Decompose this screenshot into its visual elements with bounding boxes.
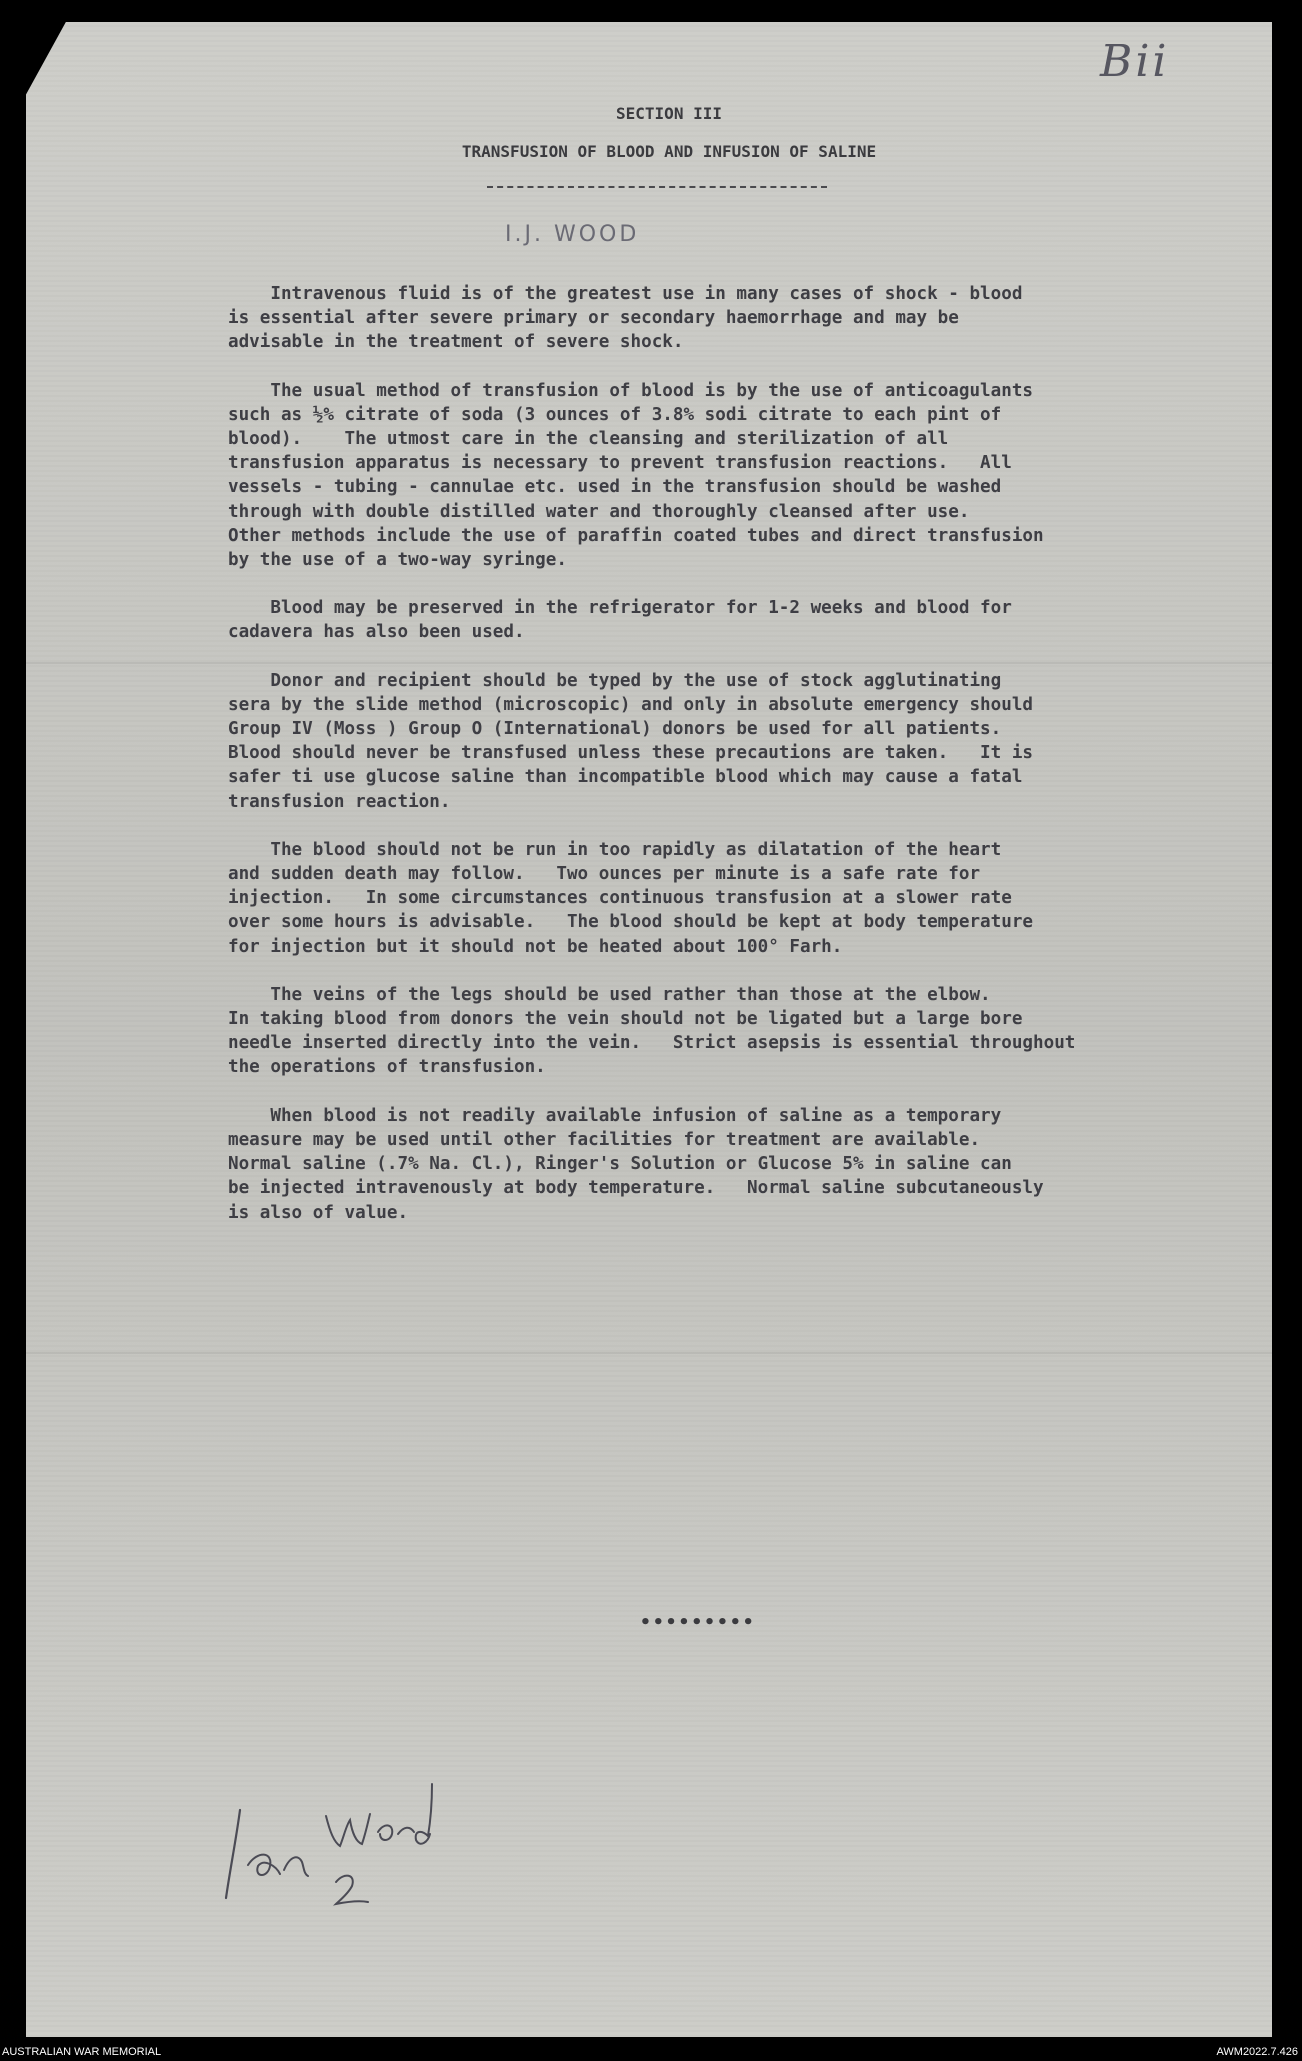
document-title: TRANSFUSION OF BLOOD AND INFUSION OF SALINE [461, 142, 877, 161]
paragraph: The usual method of transfusion of blood is by the use of anticoagulants such as ½% citrate of soda (3 ounces of 3.8% sodi citrate to each pint of blood). The utmost care in the cleansing and sterilization of all transfusion apparatus is necessary to prevent transfusion reactions. All vessels - tubing - cannulae etc. used in the transfusion should be washed through with double distilled water and thoroughly cleansed after use. Other methods include the use of paraffin coated tubes and direct transfusion by the use of a two-way syringe. [228, 380, 1044, 571]
section-heading: SECTION III [616, 104, 722, 123]
footer-credit: AUSTRALIAN WAR MEMORIAL [2, 2046, 162, 2058]
document-body [228, 282, 1238, 1249]
author-annotation: I.J. WOOD [505, 222, 640, 247]
paper-fold [26, 1352, 1272, 1354]
title-underline [487, 186, 827, 188]
corner-annotation: Bii [1100, 36, 1170, 87]
paragraph: Intravenous fluid is of the greatest use in many cases of shock - blood is essential after severe primary or secondary haemorrhage and may be advisable in the treatment of severe shock. [228, 284, 1023, 353]
end-mark: ••••••••• [640, 1612, 756, 1633]
paragraph: The blood should not be run in too rapidly as dilatation of the heart and sudden death may follow. Two ounces per minute is a safe rate for injection. In some circumstances continuous transfusion at a slower rate over some hours is advisable. The blood should be kept at body temperature for injection but it should not be heated about 100° Farh. [228, 839, 1034, 957]
paragraph: Donor and recipient should be typed by the use of stock agglutinating sera by the slide method (microscopic) and only in absolute emergency should Group IV (Moss ) Group O (International) donors be used for all patients. Blood should never be transfused unless these precautions are taken. It is safer ti use glucose saline than incompatible blood which may cause a fatal transfusion reaction. [228, 670, 1034, 812]
handwritten-signature [218, 1770, 448, 1920]
paragraph: Blood may be preserved in the refrigerator for 1-2 weeks and blood for cadavera has also been used. [228, 598, 1012, 643]
paragraph: When blood is not readily available infusion of saline as a temporary measure may be used until other facilities for treatment are available. Normal saline (.7% Na. Cl.), Ringer's Solution or Glucose 5% in saline can be injected intravenously at body temperature. Normal saline subcutaneously is also of value. [228, 1105, 1044, 1223]
footer-accession-number: AWM2022.7.426 [1216, 2046, 1298, 2058]
paragraph: The veins of the legs should be used rather than those at the elbow. In taking blood from donors the vein should not be ligated but a large bore needle inserted directly into the vein. Strict asepsis is essential throughout the operations of transfusion. [228, 984, 1076, 1078]
